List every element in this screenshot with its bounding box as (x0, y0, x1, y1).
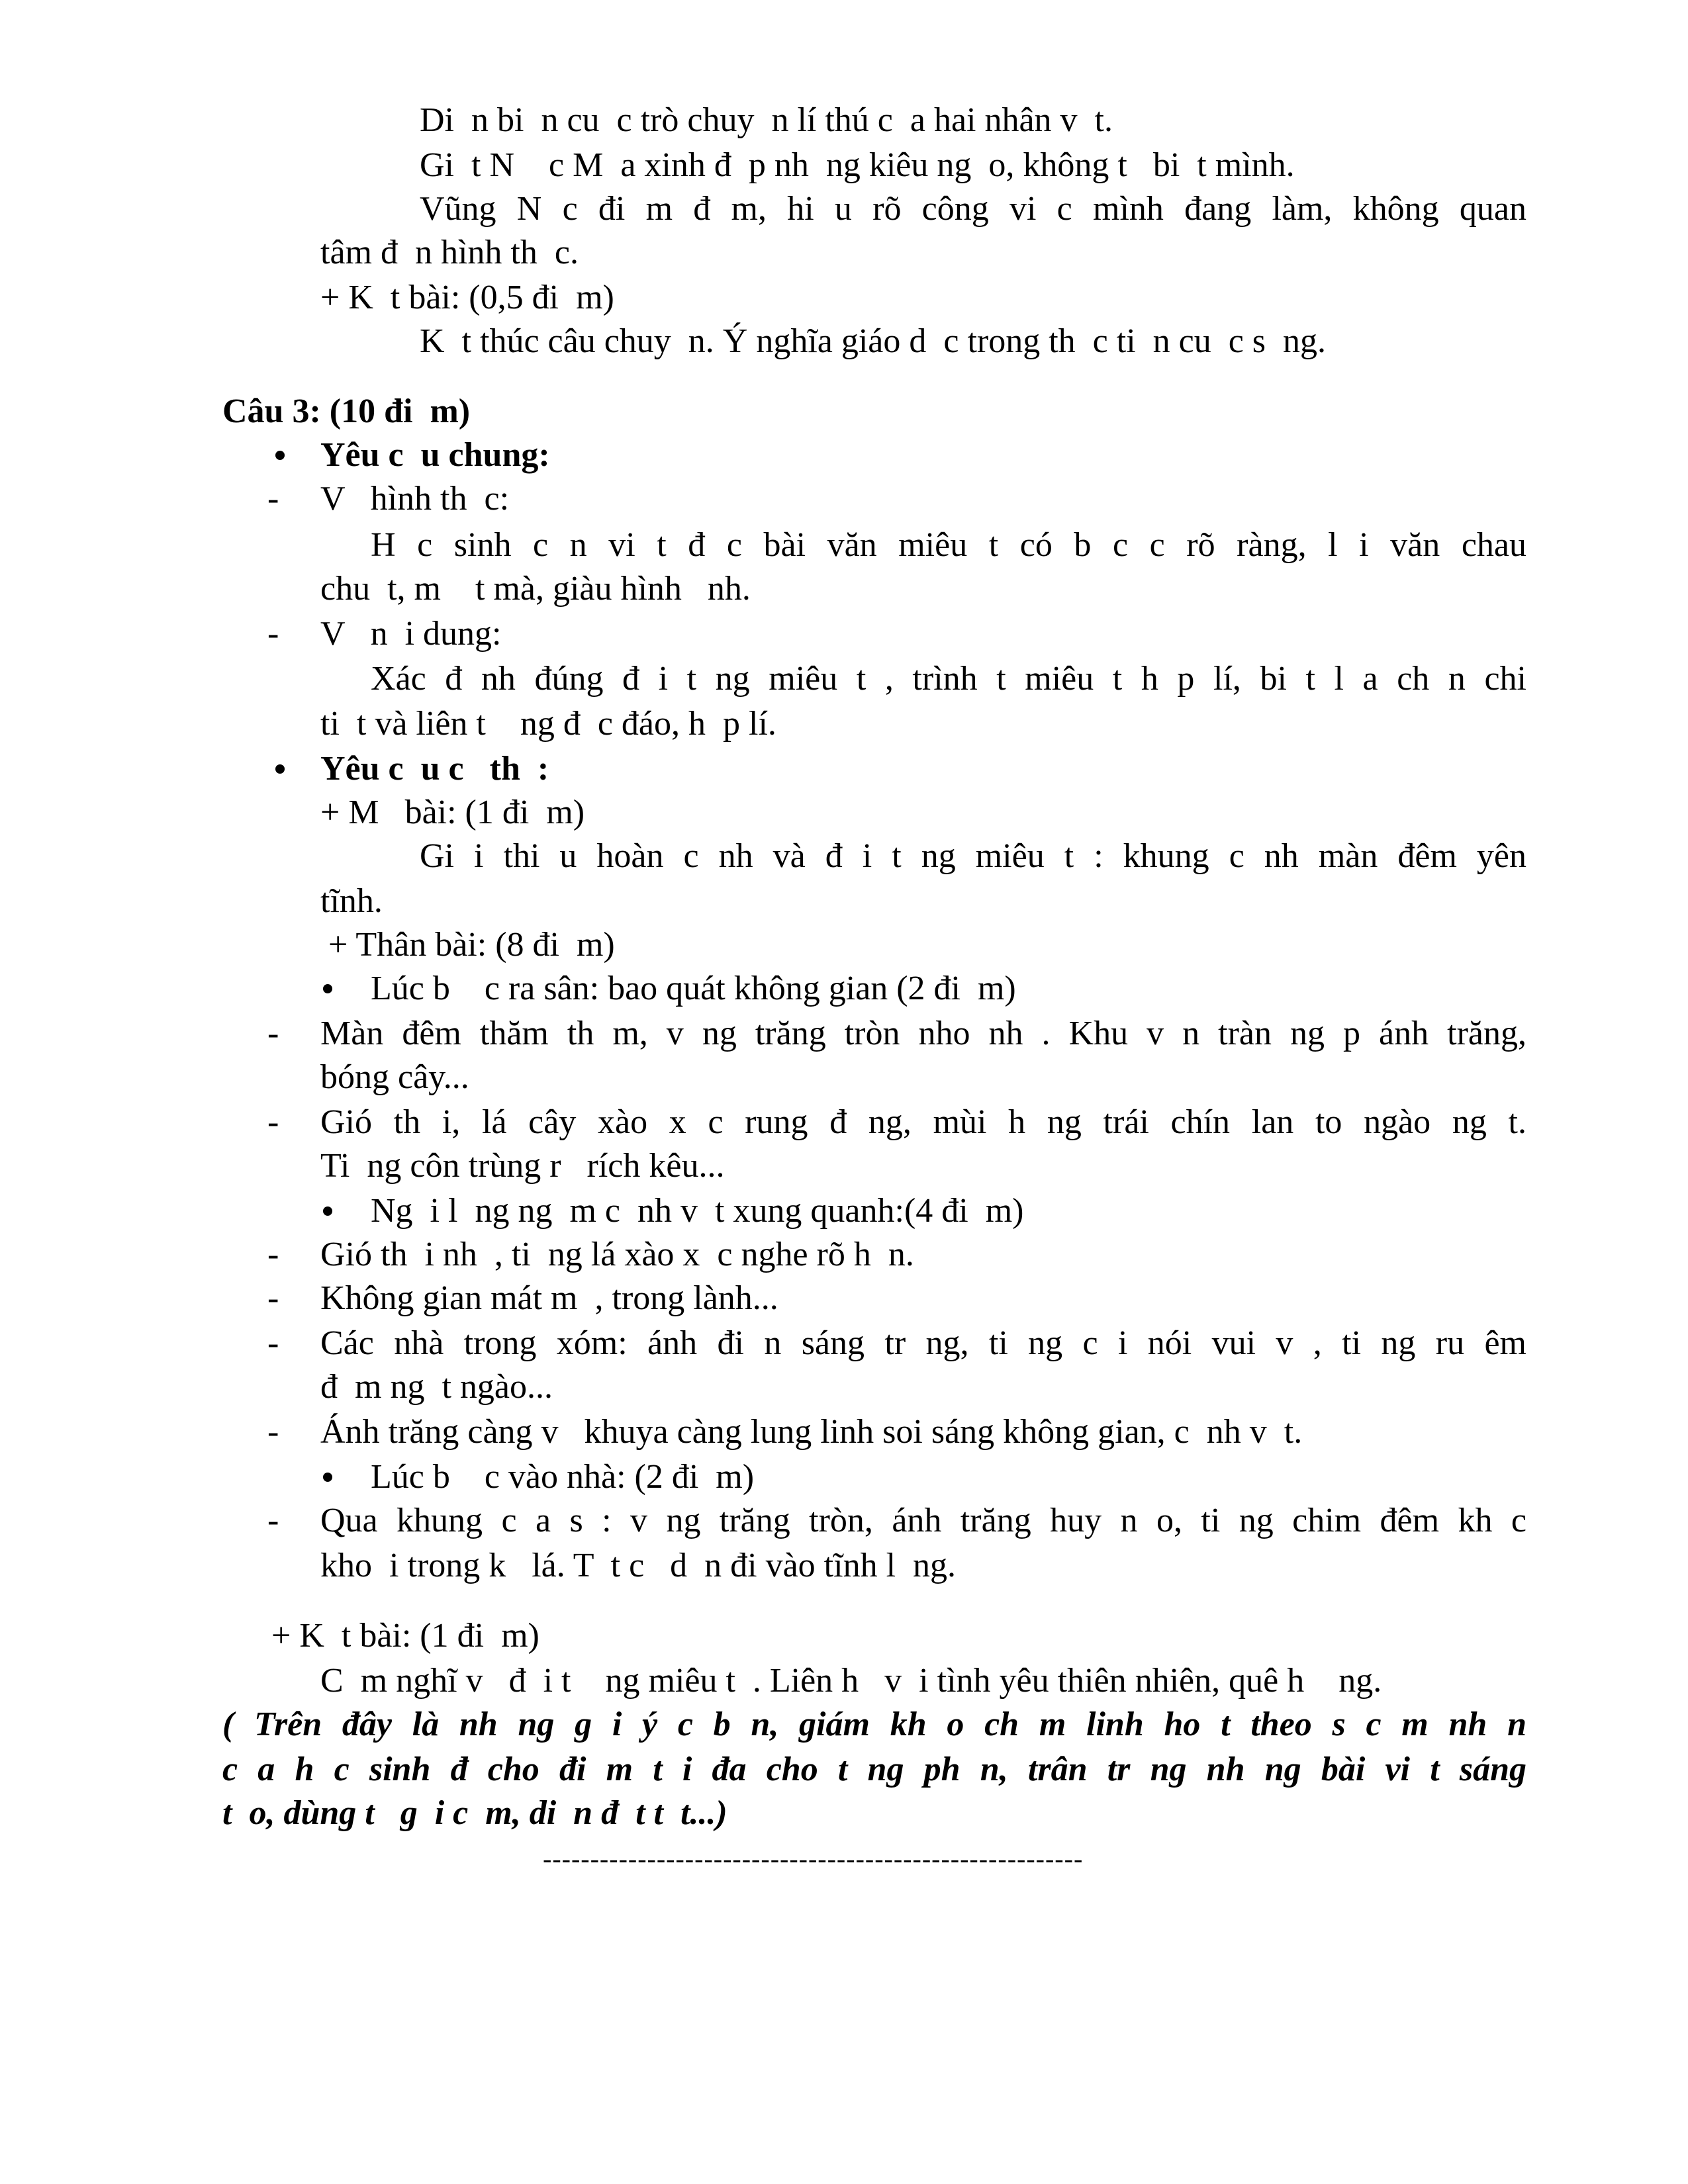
text-line: Vũng N c đi m đ m, hi u rõ công vi c mình đang làm, không quan (420, 190, 1526, 228)
dash-marker: - (267, 1015, 279, 1052)
text-line: Gió th i nh , ti ng lá xào x c nghe rõ h n. (320, 1236, 914, 1273)
dash-marker: - (267, 1236, 279, 1273)
text-line: V hình th c: (320, 480, 510, 518)
section-heading: + M bài: (1 đi m) (320, 794, 585, 831)
note-line: t o, dùng t g i c m, di n đ t t t...) (222, 1794, 727, 1832)
text-line: Gió th i, lá cây xào x c rung đ ng, mùi h ng trái chín lan to ngào ng t. (320, 1103, 1526, 1141)
text-line: bóng cây... (320, 1058, 469, 1096)
text-line: Ti ng côn trùng r rích kêu... (320, 1147, 725, 1185)
section-heading: + K t bài: (0,5 đi m) (320, 279, 614, 316)
bullet (323, 984, 332, 993)
text-line: C m nghĩ v đ i t ng miêu t . Liên h v i tình yêu thiên nhiên, quê h ng. (320, 1662, 1382, 1700)
text-line: Không gian mát m , trong lành... (320, 1279, 778, 1317)
note-line: c a h c sinh đ cho đi m t i đa cho t ng ph n, trân tr ng nh ng bài vi t sáng (222, 1751, 1526, 1788)
section-heading: + K t bài: (1 đi m) (271, 1617, 539, 1655)
text-line: Di n bi n cu c trò chuy n lí thú c a hai nhân v t. (420, 101, 1113, 139)
text-line: H c sinh c n vi t đ c bài văn miêu t có b c c rõ ràng, l i văn chau (371, 526, 1526, 564)
bullet (275, 764, 285, 774)
dash-marker: - (267, 1324, 279, 1362)
bullet (323, 1473, 332, 1482)
bullet (275, 451, 285, 460)
text-line: ti t và liên t ng đ c đáo, h p lí. (320, 705, 776, 743)
text-line: Ánh trăng càng v khuya càng lung linh soi sáng không gian, c nh v t. (320, 1413, 1303, 1451)
text-line: Xác đ nh đúng đ i t ng miêu t , trình t miêu t h p lí, bi t l a ch n chi (371, 660, 1526, 698)
text-line: chu t, m t mà, giàu hình nh. (320, 570, 751, 608)
question-heading: Câu 3: (10 đi m) (222, 392, 471, 430)
bullet (323, 1206, 332, 1216)
section-heading: Yêu c u c th : (320, 750, 549, 788)
dash-marker: - (267, 615, 279, 653)
text-line: tâm đ n hình th c. (320, 234, 579, 271)
text-line: đ m ng t ngào... (320, 1368, 553, 1406)
dash-marker: - (267, 480, 279, 518)
text-line: tĩnh. (320, 882, 383, 920)
dash-marker: - (267, 1279, 279, 1317)
dash-marker: - (267, 1103, 279, 1141)
text-line: Gi t N c M a xinh đ p nh ng kiêu ng o, không t bi t mình. (420, 146, 1295, 184)
text-line: Qua khung c a s : v ng trăng tròn, ánh trăng huy n o, ti ng chim đêm kh c (320, 1502, 1526, 1539)
text-line: V n i dung: (320, 615, 502, 653)
divider: --------------------------------------------------------- (543, 1844, 1084, 1874)
text-line: Màn đêm thăm th m, v ng trăng tròn nho nh . Khu v n tràn ng p ánh trăng, (320, 1015, 1526, 1052)
text-line: Các nhà trong xóm: ánh đi n sáng tr ng, ti ng c i nói vui v , ti ng ru êm (320, 1324, 1526, 1362)
text-line: K t thúc câu chuy n. Ý nghĩa giáo d c trong th c ti n cu c s ng. (420, 322, 1327, 360)
text-line: Lúc b c ra sân: bao quát không gian (2 đi m) (371, 970, 1016, 1007)
section-heading: + Thân bài: (8 đi m) (328, 926, 615, 964)
section-heading: Yêu c u chung: (320, 436, 550, 474)
text-line: kho i trong k lá. T t c d n đi vào tĩnh l ng. (320, 1547, 957, 1584)
text-line: Lúc b c vào nhà: (2 đi m) (371, 1458, 755, 1496)
text-line: Gi i thi u hoàn c nh và đ i t ng miêu t : khung c nh màn đêm yên (420, 837, 1526, 875)
text-line: Ng i l ng ng m c nh v t xung quanh:(4 đi m) (371, 1192, 1024, 1230)
dash-marker: - (267, 1413, 279, 1451)
note-line: ( Trên đây là nh ng g i ý c b n, giám kh o ch m linh ho t theo s c m nh n (222, 1706, 1526, 1743)
dash-marker: - (267, 1502, 279, 1539)
